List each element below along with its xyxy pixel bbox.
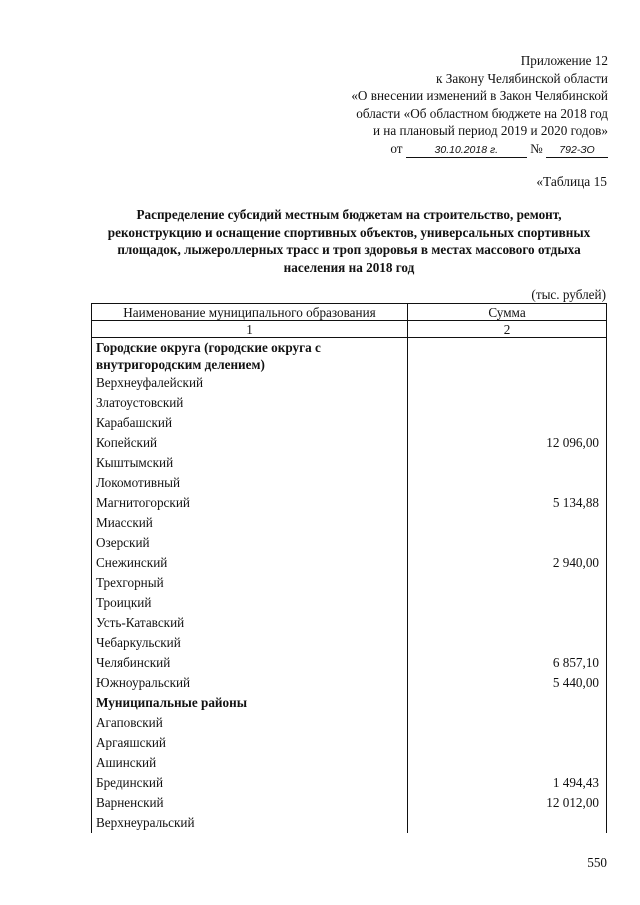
municipality-name: Усть-Катавский [92, 613, 408, 633]
municipality-name: Златоустовский [92, 393, 408, 413]
municipality-name: Верхнеуфалейский [92, 373, 408, 393]
subsidy-amount [408, 593, 607, 613]
table-row [92, 573, 607, 593]
municipality-name: Озерский [92, 533, 408, 553]
municipality-name: Трехгорный [92, 573, 408, 593]
subsidy-amount: 2 940,00 [408, 553, 607, 573]
table-row [92, 613, 607, 633]
municipality-name: Миасский [92, 513, 408, 533]
page-number: 550 [587, 855, 607, 870]
document-title: Распределение субсидий местным бюджетам на строительство, ремонт, реконструкцию и оснащение спортивных объектов, универсальных спортивных площадок, лыжероллерных трасс и троп здоровья в местах массового отдыха населения на 2018 год [107, 207, 591, 275]
municipality-name: Кыштымский [92, 453, 408, 473]
municipality-name: Карабашский [92, 413, 408, 433]
table-row [92, 453, 607, 473]
subsidy-amount [408, 373, 607, 393]
table-row [92, 593, 607, 613]
municipality-name: Варненский [92, 793, 408, 813]
table-row [92, 413, 607, 433]
municipality-name: Челябинский [92, 653, 408, 673]
table-row [92, 733, 607, 753]
municipality-name: Снежинский [92, 553, 408, 573]
law-date: 30.10.2018 г. [406, 144, 527, 158]
subsidy-amount: 5 134,88 [408, 493, 607, 513]
appendix-header [288, 52, 608, 158]
table-row [92, 373, 607, 393]
appendix-line-2: к Закону Челябинской области [436, 70, 608, 86]
subsidy-amount [408, 453, 607, 473]
table-row [92, 653, 607, 673]
municipality-name: Южноуральский [92, 673, 408, 693]
table-row [92, 773, 607, 793]
number-sign: № [530, 140, 543, 156]
table-row [92, 493, 607, 513]
table-row [92, 393, 607, 413]
subsidy-amount: 1 494,43 [408, 773, 607, 793]
municipality-name: Троицкий [92, 593, 408, 613]
table-row [92, 793, 607, 813]
table-row [92, 513, 607, 533]
subsidy-amount [408, 573, 607, 593]
municipality-name: Аргаяшский [92, 733, 408, 753]
municipality-name: Ашинский [92, 753, 408, 773]
ot-label: от [390, 140, 403, 156]
group-row-municipal-districts [92, 693, 607, 713]
municipality-name: Верхнеуральский [92, 813, 408, 833]
table-row [92, 813, 607, 833]
municipality-name: Локомотивный [92, 473, 408, 493]
municipality-name: Чебаркульский [92, 633, 408, 653]
table-row [92, 633, 607, 653]
municipality-name: Агаповский [92, 713, 408, 733]
appendix-line-4: области «Об областном бюджете на 2018 год [356, 105, 608, 121]
table-label: «Таблица 15 [536, 174, 607, 189]
subsidy-amount [408, 713, 607, 733]
table-row [92, 553, 607, 573]
group-row-city-districts [92, 338, 607, 374]
table-row [92, 753, 607, 773]
table-row [92, 433, 607, 453]
law-date-number-line [288, 140, 608, 158]
table-row [92, 673, 607, 693]
group-amount [408, 693, 607, 713]
column-header-name: Наименование муниципального образования [92, 304, 408, 321]
subsidy-amount [408, 733, 607, 753]
subsidy-table [91, 303, 607, 833]
appendix-line-5: и на плановый период 2019 и 2020 годов» [372, 123, 608, 139]
table-body [92, 338, 607, 834]
law-number: 792-ЗО [546, 144, 608, 158]
column-number-2: 2 [408, 321, 607, 338]
subsidy-amount: 5 440,00 [408, 673, 607, 693]
column-header-amount: Сумма [408, 304, 607, 321]
subsidy-amount [408, 753, 607, 773]
municipality-name: Магнитогорский [92, 493, 408, 513]
subsidy-amount: 12 012,00 [408, 793, 607, 813]
table-row [92, 533, 607, 553]
subsidy-amount [408, 473, 607, 493]
subsidy-amount: 6 857,10 [408, 653, 607, 673]
subsidy-amount [408, 633, 607, 653]
subsidy-amount [408, 613, 607, 633]
column-number-1: 1 [92, 321, 408, 338]
column-number-row [92, 321, 607, 338]
appendix-line-3: «О внесении изменений в Закон Челябинской [351, 88, 608, 104]
subsidy-amount [408, 513, 607, 533]
header-row [92, 304, 607, 321]
group-amount [408, 338, 607, 374]
group-title: Городские округа (городские округа с внутригородским делением) [92, 338, 408, 374]
group-title: Муниципальные районы [92, 693, 408, 713]
units-label: (тыс. рублей) [531, 287, 606, 302]
subsidy-amount [408, 413, 607, 433]
subsidy-amount [408, 393, 607, 413]
table-row [92, 713, 607, 733]
municipality-name: Брединский [92, 773, 408, 793]
subsidy-amount [408, 533, 607, 553]
municipality-name: Копейский [92, 433, 408, 453]
table-row [92, 473, 607, 493]
subsidy-amount [408, 813, 607, 833]
subsidy-amount: 12 096,00 [408, 433, 607, 453]
appendix-line-1: Приложение 12 [520, 53, 608, 68]
